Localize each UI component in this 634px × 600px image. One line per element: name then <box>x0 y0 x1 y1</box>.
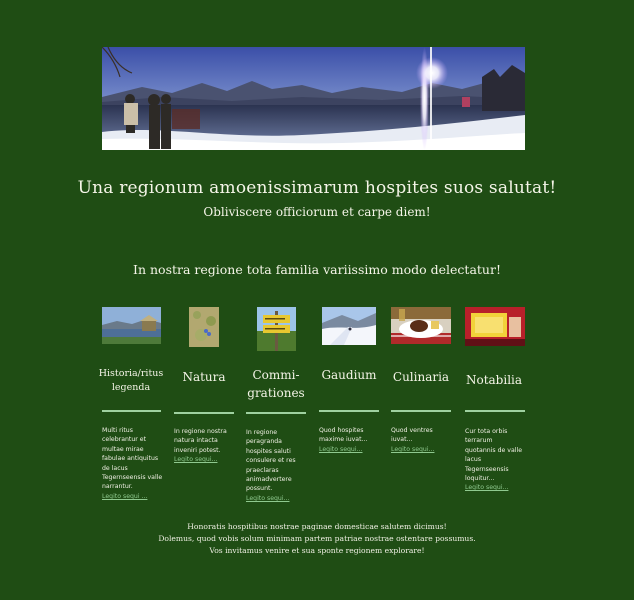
page-subtitle: Obliviscere officiorum et carpe diem! <box>203 205 431 219</box>
read-more-link[interactable]: Legito sequi ... <box>102 492 148 500</box>
column-title-line: Commi- <box>252 368 300 382</box>
column-divider <box>391 410 451 412</box>
read-more-link[interactable]: Legito sequi... <box>246 494 290 502</box>
thumb-natura-image[interactable] <box>189 307 219 347</box>
column-title-line: grationes <box>247 386 305 400</box>
column-title-historia[interactable] <box>98 367 164 395</box>
column-description: Quod hospites maxime iuvat... <box>319 427 368 444</box>
column-title-line: Natura <box>182 370 226 384</box>
column-title-line: legenda <box>111 382 151 393</box>
column-text-natura <box>174 427 232 465</box>
column-title-line: Notabilia <box>465 373 523 387</box>
footer-line: Dolemus, quod vobis solum minimam partem patriae nostrae ostentare possumus. <box>158 534 476 544</box>
column-text-culinaria <box>391 426 453 454</box>
page-title: Una regionum amoenissimarum hospites suos salutat! <box>77 178 557 198</box>
column-text-historia <box>102 426 164 501</box>
column-description: Multi ritus celebrantur et multae mirae fabulae antiquitus de lacus Tegernseensis valle narrantur. <box>102 427 163 491</box>
read-more-link[interactable]: Legito sequi... <box>391 445 435 453</box>
column-title-line: Gaudium <box>321 368 377 382</box>
column-text-gaudium <box>319 426 379 454</box>
column-divider <box>319 410 379 412</box>
thumb-notabilia-image[interactable] <box>465 307 525 346</box>
column-description: In regione nostra natura intacta inveniri potest. <box>174 428 227 454</box>
column-title-culinaria[interactable] <box>390 370 452 384</box>
column-title-line: Culinaria <box>392 370 450 384</box>
column-divider <box>102 410 161 412</box>
column-title-commigrationes[interactable] <box>245 366 307 402</box>
column-divider <box>174 412 234 414</box>
column-divider <box>465 410 525 412</box>
thumb-historia-image[interactable] <box>102 307 161 344</box>
thumb-gaudium-image[interactable] <box>322 307 376 345</box>
column-title-notabilia[interactable] <box>463 373 525 387</box>
welcome-footer <box>0 521 634 558</box>
column-title-line: Historia/ritus <box>98 368 164 379</box>
column-title-natura[interactable] <box>174 370 234 384</box>
read-more-link[interactable]: Legito sequi... <box>174 456 218 464</box>
footer-line: Vos invitamus venire et sua sponte regionem explorare! <box>209 546 425 556</box>
column-title-gaudium[interactable] <box>318 368 380 382</box>
hero-panorama-image <box>102 47 525 150</box>
thumb-culinaria-image[interactable] <box>391 307 451 344</box>
column-text-notabilia <box>465 427 525 493</box>
read-more-link[interactable]: Legito sequi... <box>319 445 363 453</box>
intro-text: In nostra regione tota familia variissimo modo delectatur! <box>133 262 501 277</box>
column-divider <box>246 412 306 414</box>
thumb-commigrationes-image[interactable] <box>257 307 296 351</box>
column-text-commigrationes <box>246 428 308 503</box>
column-description: In regione peragranda hospites saluti consulere et res praeclaras animadvertere possunt. <box>246 429 296 493</box>
footer-line: Honoratis hospitibus nostrae paginae domesticae salutem dicimus! <box>187 522 447 531</box>
column-description: Quod ventres iuvat... <box>391 427 433 444</box>
column-description: Cur tota orbis terrarum quotannis de valle lacus Tegernseensis loquitur... <box>465 428 523 483</box>
read-more-link[interactable]: Legito sequi... <box>465 484 509 492</box>
